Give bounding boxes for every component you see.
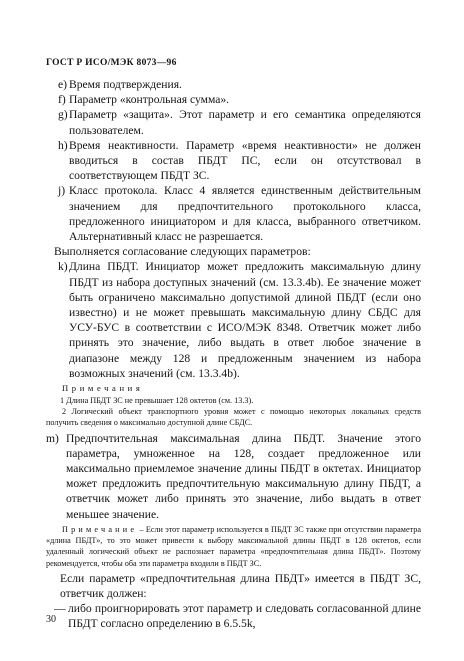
list-item (46, 92, 421, 107)
item-label: j) (58, 184, 66, 198)
item-label: m) (46, 431, 59, 445)
item-text: Длина ПБДТ. Инициатор может предложить максимальную длину ПБДТ из набора доступных значений (см. 13.3.4b). Ее значение может быть ограничено максимально допустимой длиной ПБДТ (если оно известно) и не может превышать максимальную длину СБДС для УСУ-БУС в соответствии с ИСО/МЭК 8348. Ответчик может либо принять это значение, либо выдать в ответ любое значение в диапазоне между 128 и предложенным значением из набора возможных значений (см. 13.3.4b). (69, 260, 421, 380)
notes-heading: Примечания (62, 383, 144, 394)
item-text: Время неактивности. Параметр «время неактивности» не должен вводиться в состав ПБДТ ПС, если он отсутствовал в соответствующем ПБДТ ЗС. (69, 138, 421, 183)
page-content (46, 77, 421, 632)
note-2: 2 Логический объект транспортного уровня может с помощью некоторых локальных средств получить сведения о максимально доступной длине СБДС. (46, 407, 421, 428)
dash-item (46, 601, 421, 631)
page-number: 30 (46, 614, 56, 625)
standard-header: ГОСТ Р ИСО/МЭК 8073—96 (46, 58, 177, 68)
note-m-heading: Примечание (62, 524, 138, 534)
item-label: e) (58, 78, 68, 91)
list-item (46, 138, 421, 184)
dash-label: — (54, 602, 66, 616)
note-m (46, 524, 421, 569)
list-item (46, 107, 421, 137)
note-m-text: – Если этот параметр используется в ПБДТ ЗС также при отсутствии параметра «длина ПБДТ», то это может привести к выбору максимальной длины ПБДТ в 128 октетов, если удаленный логический объект не распознает параметра «предпочтительная длина ПБДТ». Поэтому рекомендуется, чтобы оба эти параметра входили в ПБДТ ЗС. (46, 524, 421, 568)
note-1: 1 Длина ПБДТ ЗС не превышает 128 октетов (см. 13.3). (60, 396, 254, 406)
item-text: Параметр «защита». Этот параметр и его семантика определяются пользователем. (69, 108, 421, 137)
item-text: Предпочтительная максимальная длина ПБДТ. Значение этого параметра, умноженное на 128, создает предложенное или максимально приемлемое значение длины ПБДТ в октетах. Инициатор может предложить предпочтительную максимальную длину ПБДТ, а ответчик может либо принять это значение, либо выдать в ответ меньшее значение. (66, 431, 421, 521)
list-item-m (46, 431, 421, 522)
item-text: Время подтверждения. (69, 78, 182, 91)
list-item (46, 77, 421, 92)
item-label: h) (58, 138, 68, 152)
list-item-k (46, 259, 421, 381)
dash-text: либо проигнорировать этот параметр и следовать согласованной длине ПБДТ согласно определению в 6.5.5k, (68, 602, 421, 631)
list-item (46, 183, 421, 244)
negotiation-intro: Выполняется согласование следующих параметров: (54, 245, 311, 259)
item-text: Класс протокола. Класс 4 является единственным действительным значением для предпочтительного протокольного класса, предложенного инициатором и для класса, выбранного ответчиком. Альтернативный класс не разрешается. (69, 184, 421, 244)
item-text: Параметр «контрольная сумма». (69, 93, 230, 107)
item-label: k) (58, 260, 68, 274)
item-label: f) (58, 93, 66, 107)
item-label: g) (58, 108, 68, 122)
closing-intro: Если параметр «предпочтительная длина ПБДТ» имеется в ПБДТ ЗС, ответчик должен: (60, 571, 421, 600)
